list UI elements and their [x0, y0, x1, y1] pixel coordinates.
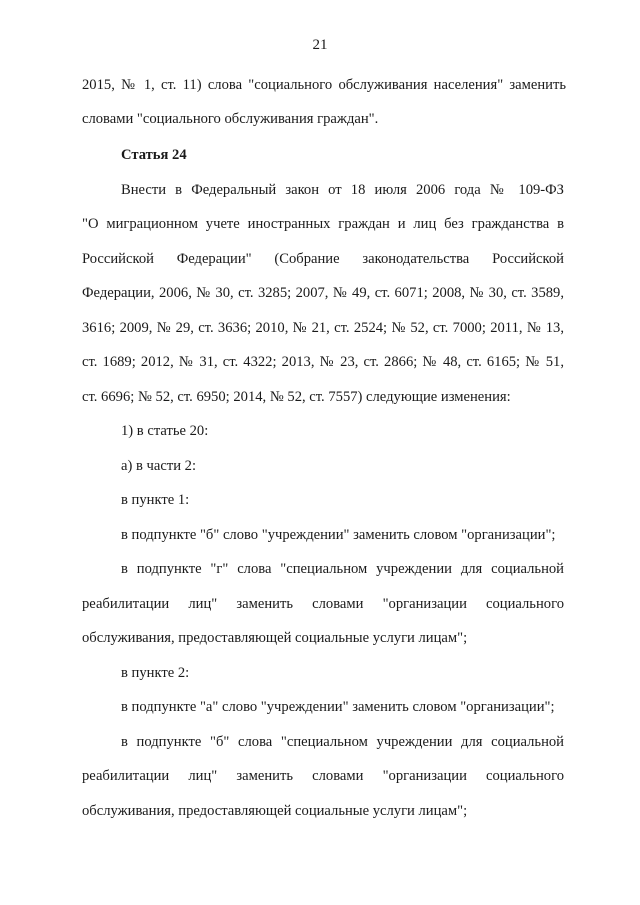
text-line: словами "социального обслуживания граждан". — [82, 111, 379, 127]
list-item: а) в части 2: — [121, 458, 197, 474]
text-line: 3616; 2009, № 29, ст. 3636; 2010, № 21, ст. 2524; № 52, ст. 7000; 2011, № 13, — [82, 320, 564, 336]
page-number: 21 — [312, 37, 328, 53]
text-line: ст. 6696; № 52, ст. 6950; 2014, № 52, ст. 7557) следующие изменения: — [82, 389, 511, 405]
text-line: Российской Федерации" (Собрание законодательства Российской — [82, 251, 564, 267]
list-item: в подпункте "б" слово "учреждении" заменить словом "организации"; — [121, 527, 556, 543]
text-line: в подпункте "г" слова "специальном учреждении для социальной — [121, 561, 564, 577]
text-line: 2015, № 1, ст. 11) слова "социального обслуживания населения" заменить — [82, 77, 566, 93]
list-item: в подпункте "а" слово "учреждении" заменить словом "организации"; — [121, 699, 555, 715]
text-line: ст. 1689; 2012, № 31, ст. 4322; 2013, № 23, ст. 2866; № 48, ст. 6165; № 51, — [82, 354, 564, 370]
article-heading: Статья 24 — [121, 147, 187, 163]
list-item: в пункте 1: — [121, 492, 190, 508]
text-line: Федерации, 2006, № 30, ст. 3285; 2007, № 49, ст. 6071; 2008, № 30, ст. 3589, — [82, 285, 564, 301]
text-line: "О миграционном учете иностранных граждан и лиц без гражданства в — [82, 216, 564, 232]
list-item: 1) в статье 20: — [121, 423, 209, 439]
text-line: обслуживания, предоставляющей социальные услуги лицам"; — [82, 803, 468, 819]
text-line: реабилитации лиц" заменить словами "организации социального — [82, 596, 564, 612]
text-line: Внести в Федеральный закон от 18 июля 2006 года № 109-ФЗ — [121, 182, 564, 198]
list-item: в пункте 2: — [121, 665, 190, 681]
text-line: реабилитации лиц" заменить словами "организации социального — [82, 768, 564, 784]
text-line: в подпункте "б" слова "специальном учреждении для социальной — [121, 734, 564, 750]
text-line: обслуживания, предоставляющей социальные услуги лицам"; — [82, 630, 468, 646]
